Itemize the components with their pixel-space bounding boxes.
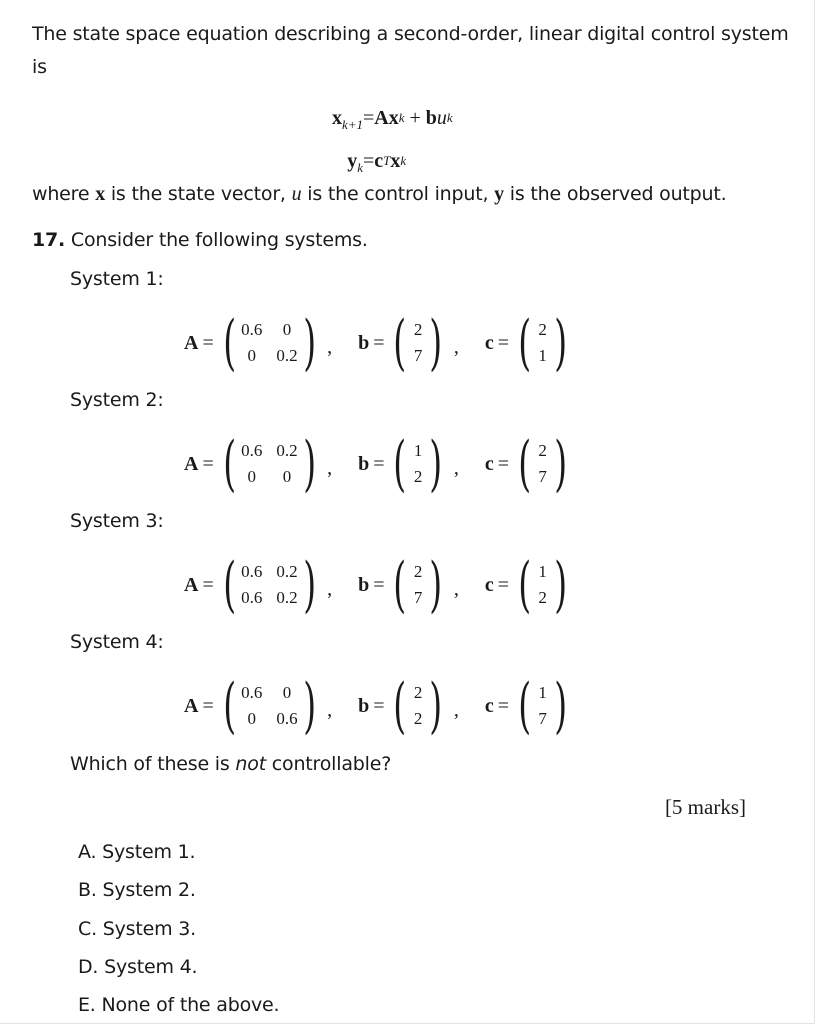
system-4-matrices: A = ( 0.6 0 0 0.6 ) , b = ( 2 2 ) , c = ( 1 7 ) [184,671,568,741]
system-2-label: System 2: [70,389,164,411]
system-1-matrices: A = ( 0.6 0 0 0.2 ) , b = ( 2 7 ) , c = ( 2 1 ) [184,308,568,378]
option-d[interactable]: D. System 4. [78,956,198,978]
system-2-vector-b: 1 2 [413,441,423,486]
state-equation: $x_{k+1}$ = A x k + b u k [331,107,453,132]
option-b[interactable]: B. System 2. [78,879,196,901]
option-e[interactable]: E. None of the above. [78,994,280,1016]
system-1-vector-b: 2 7 [413,320,423,365]
system-4-matrix-A: 0.6 0 0 0.6 [241,683,298,728]
system-3-vector-c: 1 2 [538,562,547,607]
system-4-label: System 4: [70,631,164,653]
system-3-matrices: A = ( 0.6 0.2 0.6 0.2 ) , b = ( 2 7 ) , c = ( 1 2 ) [184,550,568,620]
system-1-vector-c: 2 1 [538,320,547,365]
system-1-matrix-A: 0.6 0 0 0.2 [241,320,298,365]
system-3-vector-b: 2 7 [413,562,423,607]
system-4-vector-b: 2 2 [413,683,423,728]
option-c[interactable]: C. System 3. [78,918,196,940]
intro-line-2: is [32,56,47,78]
system-2-vector-c: 2 7 [538,441,547,486]
system-1-label: System 1: [70,268,164,290]
intro-text [32,18,789,84]
system-2-matrices: A = ( 0.6 0.2 0 0 ) , b = ( 1 2 ) , c = ( 2 7 ) [184,429,568,499]
output-equation: $y_k$ = c T x k [347,150,407,175]
question-stem: 17. Consider the following systems. [32,229,368,251]
question-prompt: Which of these is not controllable? [70,753,392,775]
system-4-vector-c: 1 7 [538,683,547,728]
system-2-matrix-A: 0.6 0.2 0 0 [241,441,298,486]
state-space-equations [303,100,453,186]
where-text: where x is the state vector, u is the control input, y is the observed output. [32,183,727,205]
question-number: 17. [32,229,66,251]
intro-line-1: The state space equation describing a second-order, linear digital control system [32,23,789,45]
system-3-label: System 3: [70,510,164,532]
option-a[interactable]: A. System 1. [78,841,196,863]
system-3-matrix-A: 0.6 0.2 0.6 0.2 [241,562,298,607]
marks-label: [5 marks] [664,795,746,819]
